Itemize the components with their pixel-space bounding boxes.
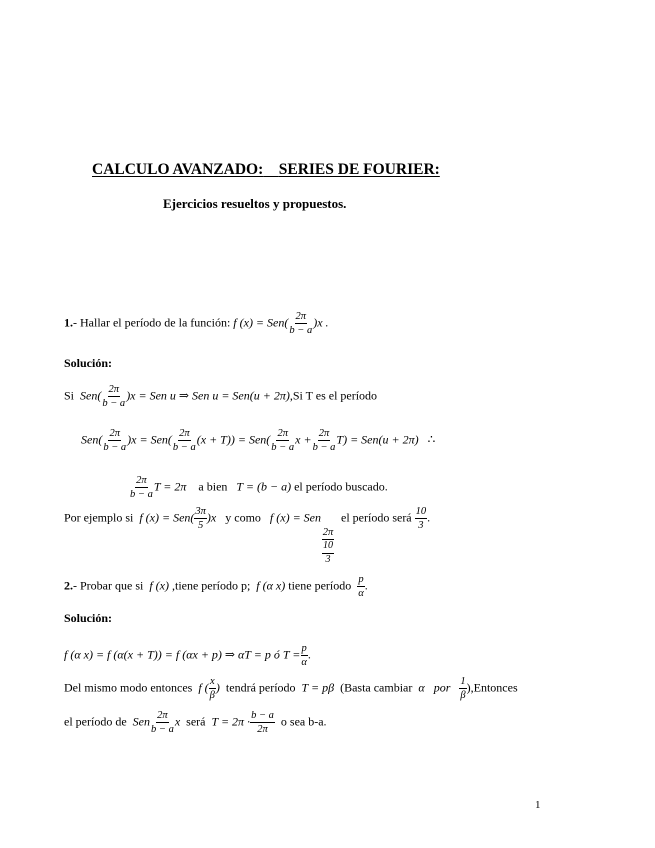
fraction: $\frac{2\pi}{b - a}$ bbox=[289, 311, 313, 337]
title-right: SERIES DE FOURIER: bbox=[278, 161, 440, 178]
document-subtitle: Ejercicios resueltos y propuestos. bbox=[163, 196, 347, 211]
solution-1-line-4: Por ejemplo si f (x) = Sen( $\frac{3\pi}{5}$ )x y como f (x) = Sen $\frac{2\pi}{\frac{10}{3}}$ el período será $\frac{10}{3}$ . bbox=[64, 506, 431, 565]
solution-2-line-2: Del mismo modo entonces f ( $\frac{x}{\beta}$ ) tendrá período T = pβ (Basta cambiar α por $\frac{1}{\beta}$ ),Entonces bbox=[64, 676, 518, 702]
compound-fraction: $\frac{2\pi}{\frac{10}{3}}$ bbox=[322, 527, 334, 565]
solution-2-line-3: el período de Sen $\frac{2\pi}{b - a}$ x será T = 2π · $\frac{b - a}{2\pi}$ o sea b-a. bbox=[64, 710, 327, 736]
document-title bbox=[92, 162, 440, 178]
solution-2-line-1: f (α x) = f (α(x + T)) = f (αx + p) ⇒ αT = p ó T = $\frac{p}{\alpha}$ . bbox=[64, 643, 311, 669]
solution-1-line-1: Si Sen( $\frac{2\pi}{b - a}$ )x = Sen u ⇒ Sen u = Sen(u + 2π),Si T es el período bbox=[64, 384, 378, 410]
solution-1-line-2: Sen( $\frac{2\pi}{b - a}$ )x = Sen( $\frac{2\pi}{b - a}$ (x + T)) = Sen( $\frac{2\pi}{b - a}$ x + $\frac{2\pi}{b - a}$ T) = Sen(u + 2π) ∴ bbox=[81, 428, 436, 454]
exercise-2-statement: 2.- Probar que si f (x) ,tiene período p; f (α x) tiene período $\frac{p}{\alpha}$ . bbox=[64, 574, 368, 600]
solution-heading-2: Solución: bbox=[64, 611, 113, 625]
solution-heading-1: Solución: bbox=[64, 356, 113, 370]
title-left: CALCULO AVANZADO: bbox=[92, 161, 264, 178]
exercise-1-statement: 1.- Hallar el período de la función: f (x) = Sen( $\frac{2\pi}{b - a}$ )x . bbox=[64, 311, 329, 337]
page-number: 1 bbox=[535, 799, 541, 811]
solution-1-line-3: $\frac{2\pi}{b - a}$ T = 2π a bien T = (b − a) el período buscado. bbox=[130, 475, 388, 501]
